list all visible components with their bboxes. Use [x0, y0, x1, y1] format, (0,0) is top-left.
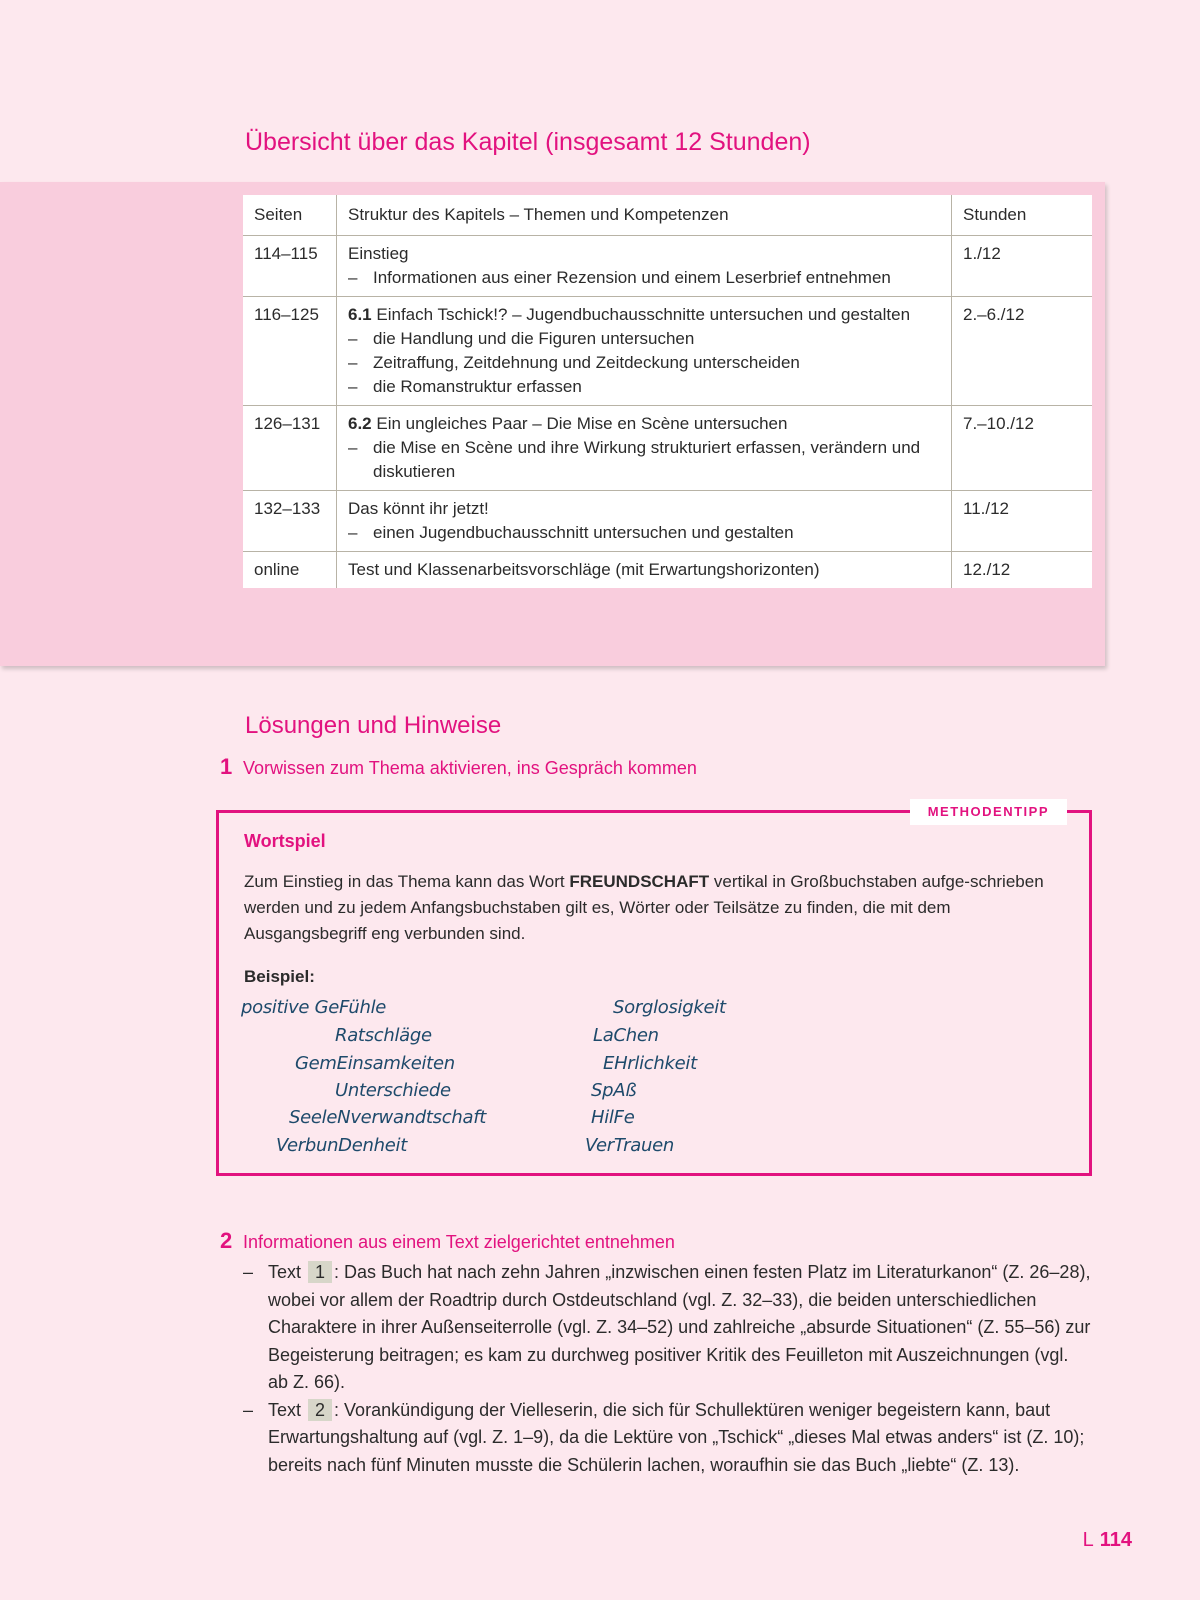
section-number: 6.2 [348, 414, 372, 433]
topic-title: Das könnt ihr jetzt! [348, 499, 489, 518]
answer-prefix: Text [268, 1262, 302, 1282]
handwritten-word: VerbunDenheit [276, 1135, 407, 1156]
page-number-value: 114 [1099, 1529, 1132, 1551]
topic-list [348, 436, 940, 484]
handwritten-word: LaChen [593, 1025, 659, 1046]
section-number: 6.1 [348, 305, 372, 324]
table-row [243, 406, 1092, 491]
answer-list [243, 1259, 1093, 1479]
page-number [1083, 1529, 1132, 1552]
method-tip-heading: Wortspiel [244, 831, 326, 851]
table-row [243, 491, 1092, 552]
topic-cell [337, 297, 952, 406]
method-text-part: vertikal in Großbuchstaben aufge-schrieben werden und zu jedem Anfangsbuchstaben gilt es, Wörter oder Teilsätze zu finden, die mit dem Ausgangsbegriff eng verbunden sind. [244, 872, 1044, 943]
topic-title: Test und Klassenarbeitsvorschläge (mit Erwartungshorizonten) [348, 560, 820, 579]
hours-cell: 1./12 [952, 236, 1093, 297]
handwritten-word: EHrlichkeit [603, 1053, 697, 1074]
column-header-pages: Seiten [243, 195, 337, 236]
pages-cell: 114–115 [243, 236, 337, 297]
topic-title [348, 303, 940, 327]
topic-cell [337, 491, 952, 552]
pages-cell: online [243, 552, 337, 589]
handwritten-word: positive GeFühle [241, 997, 387, 1018]
overview-table [243, 195, 1092, 588]
pages-cell: 116–125 [243, 297, 337, 406]
overview-heading: Übersicht über das Kapitel (insgesamt 12 Stunden) [245, 128, 811, 156]
answer-text: : Vorankündigung der Vielleserin, die sich für Schullektüren weniger begeistern kann, baut Erwartungshaltung auf (vgl. Z. 1–9), da die Lektüre von „Tschick“ „dieses Mal etwas anders“ ist (Z. 10); bereits nach fünf Minuten musste die Schülerin lachen, woraufhin sie das Buch „liebte“ (Z. 13). [268, 1399, 1085, 1475]
list-item: – einen Jugendbuchausschnitt untersuchen und gestalten [348, 521, 940, 545]
topic-list [348, 327, 940, 399]
method-tip-badge: METHODENTIPP [910, 799, 1067, 825]
text-reference-badge: 2 [308, 1399, 332, 1421]
method-tip-text [244, 869, 1074, 947]
hours-cell: 2.–6./12 [952, 297, 1093, 406]
topic-list [348, 266, 940, 290]
answer-prefix: Text [268, 1399, 302, 1420]
topic-title-text: Einfach Tschick!? – Jugendbuchausschnitte untersuchen und gestalten [376, 305, 911, 324]
hours-cell: 7.–10./12 [952, 406, 1093, 491]
task-answer [243, 1259, 1093, 1479]
task-title: Vorwissen zum Thema aktivieren, ins Gespräch kommen [243, 758, 697, 778]
list-item: – Informationen aus einer Rezension und einem Leserbrief entnehmen [348, 266, 940, 290]
handwritten-word: HilFe [591, 1107, 635, 1128]
task-number: 1 [220, 754, 233, 779]
topic-cell [337, 406, 952, 491]
topic-cell [337, 552, 952, 589]
answer-item [243, 1259, 1093, 1397]
table-header-row [243, 195, 1092, 236]
solutions-heading: Lösungen und Hinweise [245, 712, 502, 739]
pages-cell: 132–133 [243, 491, 337, 552]
list-item: – die Mise en Scène und ihre Wirkung strukturiert erfassen, verändern und diskutieren [348, 436, 940, 484]
list-item: – Zeitraffung, Zeitdehnung und Zeitdeckung unterscheiden [348, 351, 940, 375]
answer-text: : Das Buch hat nach zehn Jahren „inzwischen einen festen Platz im Literaturkanon“ (Z. 26–28), wobei vor allem der Roadtrip durch Ostdeutschland (vgl. Z. 32–33), die beiden unterschiedlichen Charaktere in ihrer Außenseiterrolle (vgl. Z. 34–52) und zahlreiche „absurde Situationen“ (Z. 55–56) zur Begeisterung beitragen; es kam zu durchweg positiver Kritik des Feuilleton mit Auszeichnungen (vgl. ab Z. 66). [268, 1262, 1091, 1392]
handwritten-word: GemEinsamkeiten [295, 1053, 455, 1074]
column-header-hours: Stunden [952, 195, 1093, 236]
hours-cell: 12./12 [952, 552, 1093, 589]
table-row [243, 552, 1092, 589]
table-row [243, 297, 1092, 406]
topic-cell [337, 236, 952, 297]
handwritten-word: Ratschläge [335, 1025, 432, 1046]
handwritten-word: SpAß [591, 1080, 637, 1101]
page-letter: L [1082, 1529, 1094, 1551]
list-item: – die Handlung und die Figuren untersuchen [348, 327, 940, 351]
handwritten-word: VerTrauen [585, 1135, 674, 1156]
pages-cell: 126–131 [243, 406, 337, 491]
topic-title: Einstieg [348, 244, 409, 263]
task-number: 2 [220, 1228, 233, 1253]
topic-title-text: Ein ungleiches Paar – Die Mise en Scène untersuchen [376, 414, 788, 433]
example-label: Beispiel: [244, 967, 315, 986]
list-item: – die Romanstruktur erfassen [348, 375, 940, 399]
method-text-part: Zum Einstieg in das Thema kann das Wort [244, 872, 570, 891]
method-tip-box [216, 804, 1092, 1176]
table-row [243, 236, 1092, 297]
handwritten-word: Sorglosigkeit [613, 997, 726, 1018]
hours-cell: 11./12 [952, 491, 1093, 552]
column-header-structure: Struktur des Kapitels – Themen und Kompetenzen [337, 195, 952, 236]
topic-list [348, 521, 940, 545]
topic-title [348, 412, 940, 436]
handwritten-word: Unterschiede [335, 1080, 451, 1101]
handwritten-word: SeeleNverwandtschaft [289, 1107, 486, 1128]
text-reference-badge: 1 [308, 1261, 332, 1283]
answer-item [243, 1397, 1093, 1480]
method-text-keyword: FREUNDSCHAFT [569, 872, 710, 891]
task-title: Informationen aus einem Text zielgerichtet entnehmen [243, 1232, 675, 1252]
